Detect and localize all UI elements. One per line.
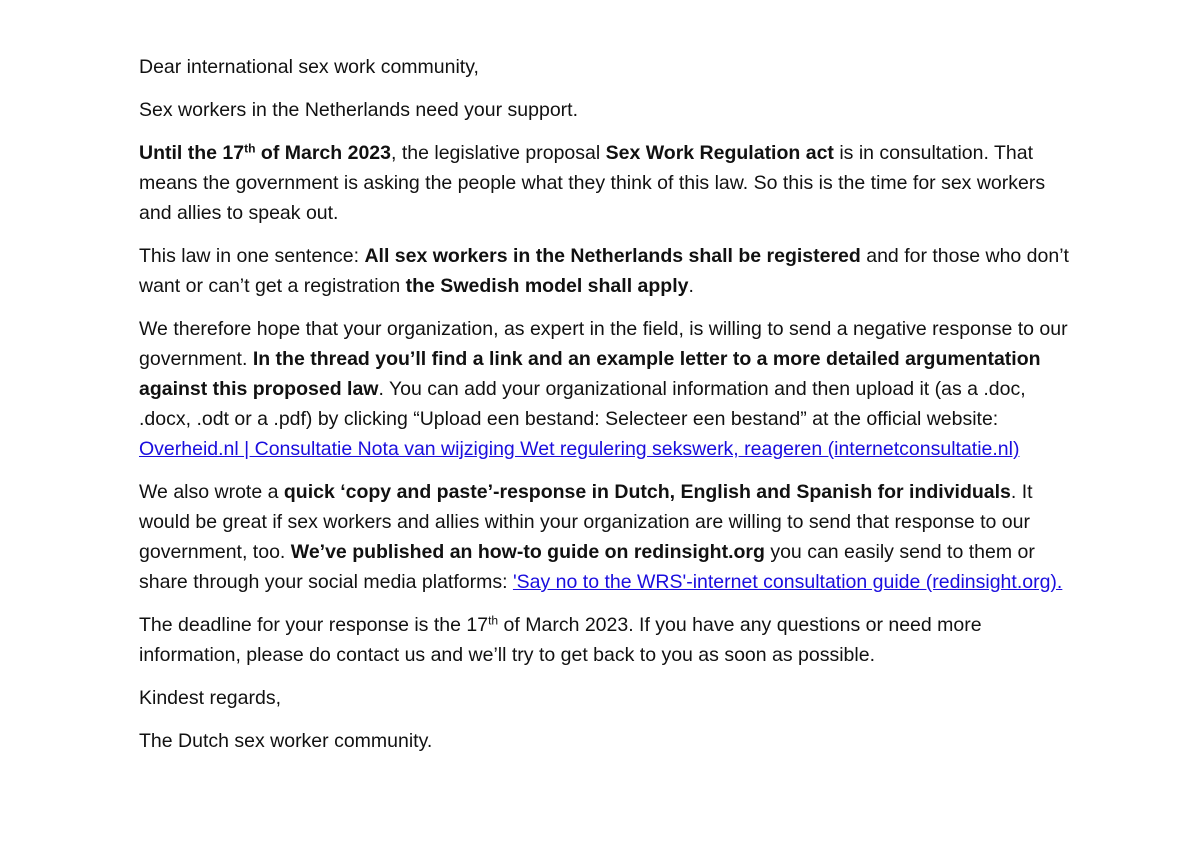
law-summary-paragraph: This law in one sentence: All sex workers in the Netherlands shall be registered and for those who don’t want or can’t get a registration the Swedish model shall apply. (139, 245, 1069, 297)
guide-bold: We’ve published an how-to guide on redinsight.org (290, 541, 765, 563)
deadline-bold: Until the 17th of March 2023 (139, 141, 391, 164)
consultation-paragraph: Until the 17th of March 2023, the legislative proposal Sex Work Regulation act is in consultation. That means the government is asking the people what they think of this law. So this is the time for sex workers and allies to speak out. (139, 141, 1046, 224)
consultation-website-link[interactable]: Overheid.nl | Consultatie Nota van wijziging Wet regulering sekswerk, reageren (internetconsultatie.nl) (139, 438, 1020, 460)
guide-link[interactable]: 'Say no to the WRS'-internet consultation guide (redinsight.org). (512, 571, 1063, 593)
individual-response-paragraph: We also wrote a quick ‘copy and paste’-response in Dutch, English and Spanish for individuals. It would be great if sex workers and allies within your organization are willing to send that response to our government, too. We’ve published an how-to guide on redinsight.org you can easily send to them or share through your social media platforms: 'Say no to the WRS'-internet consultation guide (redinsight.org). (139, 481, 1063, 593)
intro-paragraph: Sex workers in the Netherlands need your support. (139, 99, 578, 121)
thread-link-bold: In the thread you’ll find a link and an example letter to a more detailed argumentation against this proposed law (139, 348, 1041, 400)
copy-paste-bold: quick ‘copy and paste’-response in Dutch, English and Spanish for individuals (283, 481, 1011, 503)
letter-body (139, 52, 1069, 769)
greeting: Dear international sex work community, (139, 56, 479, 78)
signature: The Dutch sex worker community. (139, 730, 433, 752)
swedish-model-bold: the Swedish model shall apply (405, 275, 689, 297)
deadline-paragraph: The deadline for your response is the 17th of March 2023. If you have any questions or need more information, please do contact us and we’ll try to get back to you as soon as possible. (139, 613, 982, 666)
closing: Kindest regards, (139, 687, 281, 709)
registration-bold: All sex workers in the Netherlands shall be registered (364, 245, 861, 267)
request-paragraph: We therefore hope that your organization, as expert in the field, is willing to send a negative response to our government. In the thread you’ll find a link and an example letter to a more detailed argumentation against this proposed law. You can add your organizational information and then upload it (as a .doc, .docx, .odt or a .pdf) by clicking “Upload een bestand: Selecteer een bestand” at the official website: Overheid.nl | Consultatie Nota van wijziging Wet regulering sekswerk, reageren (internetconsultatie.nl) (139, 318, 1068, 460)
act-name-bold: Sex Work Regulation act (605, 142, 834, 164)
